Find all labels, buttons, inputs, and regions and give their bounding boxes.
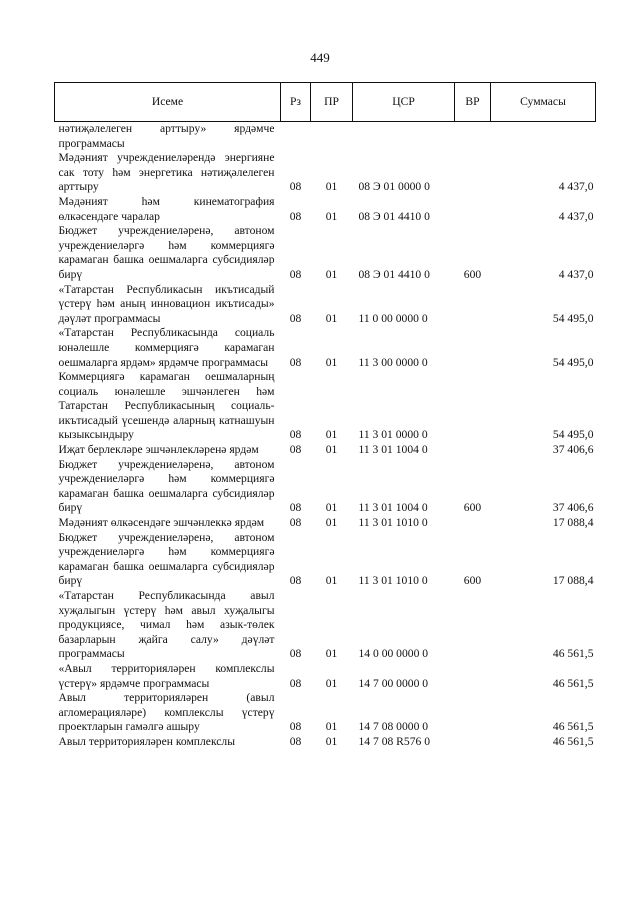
row-sum: 17 088,4 xyxy=(552,574,594,588)
row-pr: 01 xyxy=(325,355,338,369)
row-pr: 01 xyxy=(325,734,338,748)
row-vr xyxy=(455,151,491,195)
row-sum: 46 561,5 xyxy=(552,720,594,734)
row-vr xyxy=(455,662,491,691)
row-name: «Татарстан Республикасын икътисадый үстерү һәм аның инновацион икътисады» дәүләт программасы xyxy=(58,282,275,325)
table-row xyxy=(55,691,596,735)
table-row xyxy=(55,735,596,750)
row-vr xyxy=(455,370,491,443)
row-vr xyxy=(455,691,491,735)
row-sum: 4 437,0 xyxy=(558,267,594,281)
row-vr: 600 xyxy=(463,574,482,588)
budget-table xyxy=(54,82,596,750)
row-csr: 11 3 00 0000 0 xyxy=(358,355,428,369)
row-csr: 11 0 00 0000 0 xyxy=(358,311,428,325)
row-vr xyxy=(455,589,491,662)
row-sum: 46 561,5 xyxy=(552,676,594,690)
row-sum: 46 561,5 xyxy=(552,734,594,748)
row-rz: 08 xyxy=(289,180,302,194)
table-row xyxy=(55,516,596,531)
row-csr xyxy=(353,122,455,152)
row-rz: 08 xyxy=(289,311,302,325)
row-sum: 4 437,0 xyxy=(558,209,594,223)
table-row xyxy=(55,195,596,224)
row-csr: 11 3 01 1004 0 xyxy=(358,501,428,515)
row-name: Авыл территорияләрен (авыл агломерацияләре) комплекслы үстерү проектларын гамәлгә ашыру xyxy=(58,691,275,734)
row-rz: 08 xyxy=(289,720,302,734)
row-sum: 46 561,5 xyxy=(552,647,594,661)
row-sum: 37 406,6 xyxy=(552,501,594,515)
row-sum: 17 088,4 xyxy=(552,516,594,530)
row-sum xyxy=(491,122,596,152)
row-name: нәтиҗәлелеген арттыру» ярдәмче программасы xyxy=(58,122,275,150)
row-csr: 11 3 01 1010 0 xyxy=(358,516,428,530)
table-header-row xyxy=(55,83,596,122)
table-row xyxy=(55,370,596,443)
page-number: 449 xyxy=(310,50,330,65)
table-row xyxy=(55,531,596,589)
row-sum: 54 495,0 xyxy=(552,311,594,325)
row-vr xyxy=(455,195,491,224)
row-rz: 08 xyxy=(289,501,302,515)
row-pr: 01 xyxy=(325,647,338,661)
table-row xyxy=(55,326,596,370)
row-csr: 11 3 01 0000 0 xyxy=(358,428,428,442)
row-pr: 01 xyxy=(325,676,338,690)
column-header-pr: ПР xyxy=(311,83,353,122)
row-pr: 01 xyxy=(325,516,338,530)
row-vr xyxy=(455,326,491,370)
row-sum: 54 495,0 xyxy=(552,428,594,442)
row-rz: 08 xyxy=(289,647,302,661)
row-vr xyxy=(455,735,491,750)
row-csr: 14 7 08 R576 0 xyxy=(358,734,430,748)
row-name: Авыл территорияләрен комплекслы xyxy=(58,734,236,748)
row-csr: 11 3 01 1004 0 xyxy=(358,443,428,457)
row-csr: 14 7 08 0000 0 xyxy=(358,720,429,734)
row-name: Бюджет учреждениеләренә, автоном учреждениеләргә һәм коммерциягә карамаган башка оешмаларга субсидияләр бирү xyxy=(58,530,275,588)
row-rz: 08 xyxy=(289,443,302,457)
row-rz: 08 xyxy=(289,734,302,748)
row-pr: 01 xyxy=(325,443,338,457)
row-csr: 08 Э 01 4410 0 xyxy=(358,209,430,223)
row-name: Бюджет учреждениеләренә, автоном учреждениеләргә һәм коммерциягә карамаган башка оешмаларга субсидияләр бирү xyxy=(58,224,275,281)
row-rz: 08 xyxy=(289,267,302,281)
row-csr: 08 Э 01 0000 0 xyxy=(358,180,430,194)
table-row xyxy=(55,122,596,152)
row-name: Мәдәният учреждениеләрендә энергияне сак тоту һәм энергетика нәтиҗәлелеген арттыру xyxy=(58,151,275,194)
row-pr: 01 xyxy=(325,720,338,734)
row-name: «Татарстан Республикасында социаль юнәлешле коммерциягә карамаган оешмаларга ярдәм» ярдәмче программасы xyxy=(58,326,275,369)
row-pr: 01 xyxy=(325,267,338,281)
row-name: Иҗат берлекләре эшчәнлекләренә ярдәм xyxy=(58,443,259,457)
column-header-name: Исеме xyxy=(55,83,281,122)
row-pr: 01 xyxy=(325,428,338,442)
row-csr: 08 Э 01 4410 0 xyxy=(358,267,430,281)
row-vr xyxy=(455,283,491,327)
row-rz: 08 xyxy=(289,574,302,588)
row-name: «Авыл территорияләрен комплекслы үстерү» ярдәмче программасы xyxy=(58,661,275,690)
table-row xyxy=(55,662,596,691)
row-rz: 08 xyxy=(289,355,302,369)
row-pr: 01 xyxy=(325,209,338,223)
table-row xyxy=(55,443,596,458)
row-name: Мәдәният өлкәсендәге эшчәнлеккә ярдәм xyxy=(58,516,265,530)
row-pr xyxy=(311,122,353,152)
row-sum: 54 495,0 xyxy=(552,355,594,369)
column-header-vr: ВР xyxy=(455,83,491,122)
table-row xyxy=(55,224,596,282)
row-pr: 01 xyxy=(325,180,338,194)
row-vr xyxy=(455,516,491,531)
row-sum: 37 406,6 xyxy=(552,443,594,457)
table-row xyxy=(55,458,596,516)
row-rz: 08 xyxy=(289,516,302,530)
row-pr: 01 xyxy=(325,311,338,325)
row-rz: 08 xyxy=(289,428,302,442)
row-name: «Татарстан Республикасында авыл хуҗалыгын үстерү һәм авыл хуҗалыгы продукциясе, чимал һәм азык-төлек базарларын җайга салу» дәүләт программасы xyxy=(58,589,275,661)
table-row xyxy=(55,283,596,327)
row-rz: 08 xyxy=(289,676,302,690)
row-rz: 08 xyxy=(289,209,302,223)
row-name: Бюджет учреждениеләренә, автоном учреждениеләргә һәм коммерциягә карамаган башка оешмаларга субсидияләр бирү xyxy=(58,457,275,515)
column-header-rz: Рз xyxy=(281,83,311,122)
column-header-csr: ЦСР xyxy=(353,83,455,122)
row-rz xyxy=(281,122,311,152)
row-name: Коммерциягә карамаган оешмаларның социаль юнәлешле эшчәнлеген һәм Татарстан Республикасының социаль-икътисадый үсешендә аларның катнашуын кызыксындыру xyxy=(58,370,275,442)
row-vr xyxy=(455,443,491,458)
table-row xyxy=(55,589,596,662)
row-vr: 600 xyxy=(463,267,482,281)
row-csr: 14 0 00 0000 0 xyxy=(358,647,429,661)
row-pr: 01 xyxy=(325,574,338,588)
row-pr: 01 xyxy=(325,501,338,515)
row-csr: 11 3 01 1010 0 xyxy=(358,574,428,588)
row-sum: 4 437,0 xyxy=(558,180,594,194)
row-name: Мәдәният һәм кинематография өлкәсендәге чаралар xyxy=(58,194,275,223)
row-vr: 600 xyxy=(463,501,482,515)
column-header-sum: Суммасы xyxy=(491,83,596,122)
row-csr: 14 7 00 0000 0 xyxy=(358,676,429,690)
table-row xyxy=(55,151,596,195)
row-vr xyxy=(455,122,491,152)
